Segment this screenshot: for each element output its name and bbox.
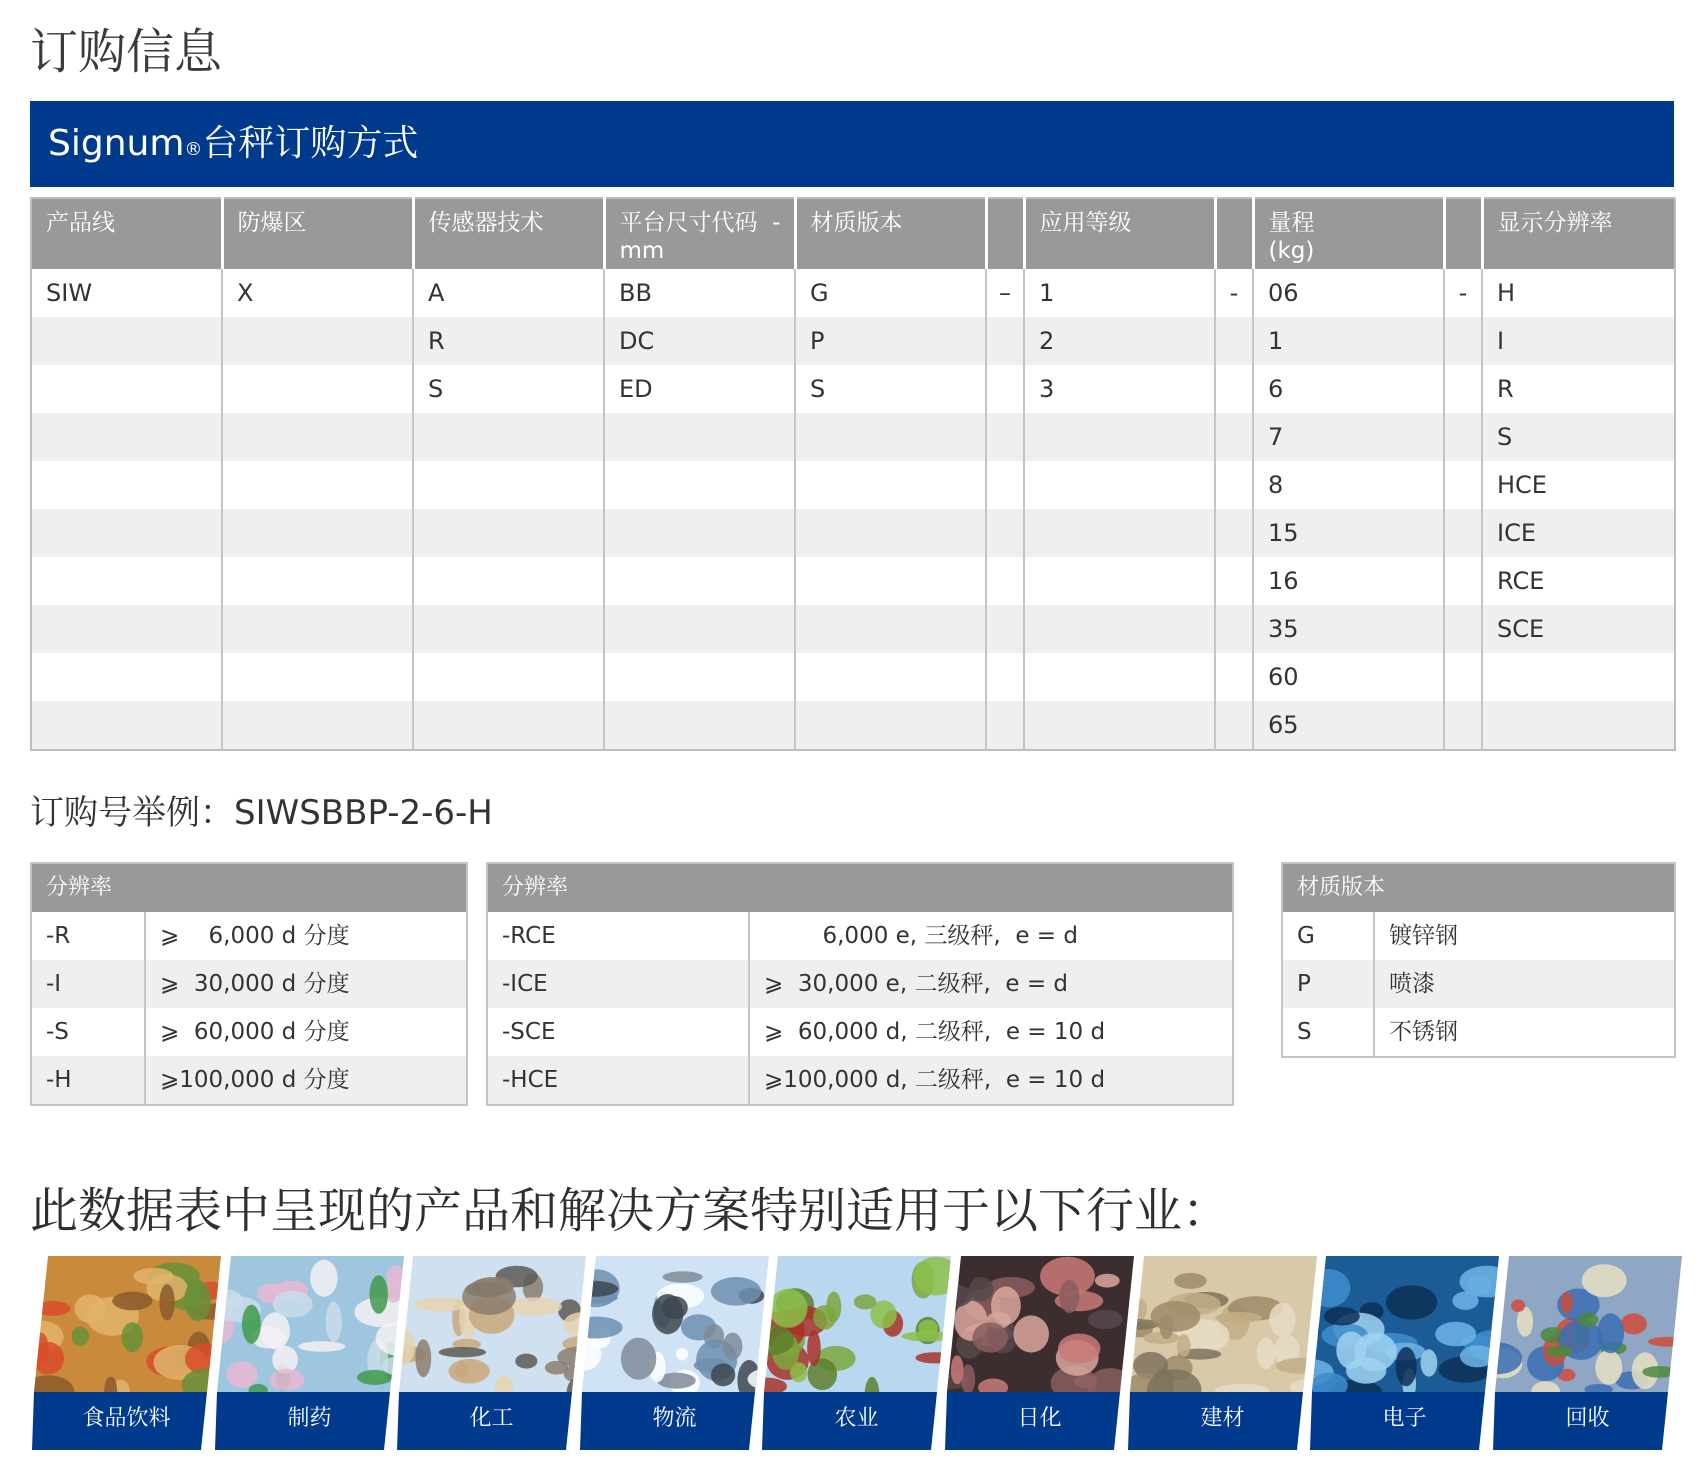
material-table-body [1282, 912, 1675, 1057]
industry-label: 化工 [469, 1406, 514, 1431]
cell-display: RCE [1497, 567, 1545, 595]
table-row [1282, 912, 1675, 960]
code-separator [1444, 701, 1482, 750]
cell-sensor-tech: A [413, 269, 604, 317]
page-title: 订购信息 [30, 24, 223, 80]
code-separator [986, 701, 1024, 750]
cell-explosion-zone [222, 365, 413, 413]
cell-platform-size: ED [604, 365, 795, 413]
code-separator [1215, 701, 1253, 750]
cell-platform-size [604, 461, 795, 509]
cell-platform-size [604, 653, 795, 701]
cell-capacity: 6 [1253, 365, 1444, 413]
cell-platform-size: DC [604, 317, 795, 365]
cell-display: H [1497, 279, 1516, 307]
table-row [31, 461, 1675, 509]
industry-label: 回收 [1565, 1406, 1610, 1431]
table-row [487, 1008, 1233, 1056]
code-separator [986, 317, 1024, 365]
resolution-table [30, 862, 468, 1106]
header-platform-size-unit: mm [619, 238, 665, 264]
cell-product-line [31, 509, 222, 557]
cell-platform-size [604, 413, 795, 461]
row-code: -ICE [487, 960, 749, 1008]
cell-platform-size [604, 605, 795, 653]
cell-material [795, 653, 986, 701]
cell-display: S [1482, 413, 1675, 461]
row-value: 镀锌钢 [1389, 923, 1458, 949]
row-code: -I [31, 960, 145, 1008]
code-separator [1215, 509, 1253, 557]
row-value: 不锈钢 [1389, 1019, 1458, 1045]
code-separator [1215, 317, 1253, 365]
code-separator [1215, 557, 1253, 605]
industry-label: 农业 [834, 1406, 879, 1431]
header-explosion-zone: 防爆区 [222, 198, 413, 269]
header-separator [1215, 198, 1253, 269]
cell-material [795, 605, 986, 653]
table-row [31, 269, 1675, 317]
table-row [31, 960, 467, 1008]
table-row [31, 509, 1675, 557]
ordering-code-table [30, 197, 1676, 751]
row-code: -R [31, 912, 145, 960]
cell-capacity: 16 [1253, 557, 1444, 605]
banner-title-rest: 台秤订购方式 [202, 123, 419, 164]
row-value: ⩾ 6,000 d 分度 [160, 923, 350, 949]
cell-explosion-zone [222, 317, 413, 365]
cell-product-line [31, 461, 222, 509]
row-value: ⩾100,000 d 分度 [145, 1056, 467, 1105]
ordering-banner [30, 101, 1674, 187]
cell-explosion-zone [222, 413, 413, 461]
cell-explosion-zone: X [222, 269, 413, 317]
code-separator [986, 509, 1024, 557]
cell-capacity: 35 [1253, 605, 1444, 653]
ordering-header-row [31, 198, 1675, 269]
row-value: ⩾ 30,000 e, 二级秤, e = d [749, 960, 1233, 1008]
cell-capacity: 06 [1253, 269, 1444, 317]
code-separator [1215, 413, 1253, 461]
cell-explosion-zone [222, 557, 413, 605]
code-separator [1215, 653, 1253, 701]
cell-application [1024, 557, 1215, 605]
cell-product-line: SIW [31, 269, 222, 317]
table-row [31, 912, 467, 960]
cell-capacity: 60 [1253, 653, 1444, 701]
cell-capacity: 65 [1253, 701, 1444, 750]
table-row [1282, 960, 1675, 1008]
industry-tile[interactable] [397, 1256, 586, 1450]
code-separator: – [986, 269, 1024, 317]
cell-explosion-zone [222, 605, 413, 653]
row-code: -H [31, 1056, 145, 1105]
table-row [1282, 1008, 1675, 1057]
table-row [31, 557, 1675, 605]
cell-application: 3 [1024, 365, 1215, 413]
industry-tile[interactable] [945, 1256, 1134, 1450]
cell-display: I [1482, 317, 1675, 365]
code-separator: - [1215, 269, 1253, 317]
registered-mark: ® [184, 139, 203, 160]
banner-brand: Signum [48, 123, 185, 164]
industry-label: 物流 [652, 1406, 697, 1431]
row-code: -SCE [487, 1008, 749, 1056]
cell-explosion-zone [222, 509, 413, 557]
code-separator [1215, 365, 1253, 413]
cell-sensor-tech: S [413, 365, 604, 413]
row-value: ⩾ 60,000 d 分度 [160, 1019, 350, 1045]
cell-sensor-tech [413, 509, 604, 557]
table-row [487, 912, 1233, 960]
header-sensor-tech: 传感器技术 [413, 198, 604, 269]
header-material: 材质版本 [795, 198, 986, 269]
cell-explosion-zone [222, 461, 413, 509]
header-separator [986, 198, 1024, 269]
material-table-header: 材质版本 [1282, 863, 1675, 912]
cell-material: S [795, 365, 986, 413]
industry-tile[interactable] [32, 1256, 221, 1450]
cell-sensor-tech [413, 557, 604, 605]
row-code: P [1282, 960, 1374, 1008]
row-code: G [1282, 912, 1374, 960]
table-row [31, 653, 1675, 701]
table-row [31, 1056, 467, 1105]
code-separator [1444, 557, 1482, 605]
cell-explosion-zone [222, 701, 413, 750]
cell-sensor-tech [413, 413, 604, 461]
cell-platform-size [604, 509, 795, 557]
cell-sensor-tech [413, 701, 604, 750]
table-row [31, 605, 1675, 653]
cell-capacity: 7 [1253, 413, 1444, 461]
cell-material [795, 509, 986, 557]
row-value: 6,000 e, 三级秤, e = d [764, 923, 1078, 949]
code-separator [986, 365, 1024, 413]
cell-product-line [31, 701, 222, 750]
industry-tile[interactable] [215, 1256, 404, 1450]
cell-application [1024, 461, 1215, 509]
industry-tile[interactable] [762, 1256, 951, 1450]
cell-display: R [1497, 375, 1514, 403]
industry-label: 建材 [1200, 1406, 1245, 1431]
cell-application [1024, 509, 1215, 557]
industry-tile[interactable] [580, 1256, 769, 1450]
header-separator [1444, 198, 1482, 269]
industry-label: 电子 [1382, 1406, 1427, 1431]
table-row [31, 365, 1675, 413]
code-separator: - [1444, 269, 1482, 317]
cell-application [1024, 701, 1215, 750]
cell-application [1024, 653, 1215, 701]
code-separator [1444, 653, 1482, 701]
row-code: -S [31, 1008, 145, 1056]
industry-tile[interactable] [1310, 1256, 1499, 1450]
cell-material [795, 557, 986, 605]
cell-capacity: 15 [1253, 509, 1444, 557]
cell-display: ICE [1482, 509, 1675, 557]
code-separator [1444, 413, 1482, 461]
cell-platform-size [604, 701, 795, 750]
row-value: 喷漆 [1374, 960, 1675, 1008]
cell-material: P [795, 317, 986, 365]
header-product-line: 产品线 [31, 198, 222, 269]
banner-title [48, 121, 418, 167]
table-row [31, 701, 1675, 750]
cell-explosion-zone [222, 653, 413, 701]
cell-material [795, 413, 986, 461]
table-row [487, 960, 1233, 1008]
code-separator [986, 413, 1024, 461]
cell-display: SCE [1482, 605, 1675, 653]
cell-product-line [31, 557, 222, 605]
cell-display [1482, 701, 1675, 750]
code-separator [986, 605, 1024, 653]
header-capacity [1253, 198, 1444, 269]
table-row [487, 1056, 1233, 1105]
header-capacity-label: 量程 [1268, 210, 1315, 236]
cell-material [795, 701, 986, 750]
cell-application: 1 [1024, 269, 1215, 317]
code-separator [986, 557, 1024, 605]
cell-sensor-tech [413, 653, 604, 701]
cell-product-line [31, 605, 222, 653]
cell-capacity: 1 [1253, 317, 1444, 365]
row-code: -HCE [487, 1056, 749, 1105]
resolution-ce-table [486, 862, 1234, 1106]
industry-strip [32, 1256, 1674, 1450]
cell-display [1482, 653, 1675, 701]
code-separator [1444, 509, 1482, 557]
resolution-ce-table-header: 分辨率 [487, 863, 1233, 912]
cell-sensor-tech: R [413, 317, 604, 365]
cell-application [1024, 605, 1215, 653]
material-table [1281, 862, 1676, 1058]
industry-tile[interactable] [1128, 1256, 1317, 1450]
code-separator [986, 653, 1024, 701]
table-row [31, 317, 1675, 365]
cell-product-line [31, 653, 222, 701]
cell-application: 2 [1024, 317, 1215, 365]
cell-platform-size [604, 557, 795, 605]
header-platform-size [604, 198, 795, 269]
industry-label: 食品饮料 [82, 1406, 171, 1431]
row-value: ⩾ 60,000 d, 二级秤, e = 10 d [764, 1019, 1106, 1045]
header-display: 显示分辨率 [1482, 198, 1675, 269]
table-row [31, 413, 1675, 461]
cell-sensor-tech [413, 605, 604, 653]
cell-material [795, 461, 986, 509]
code-separator [986, 461, 1024, 509]
header-platform-size-label: 平台尺寸代码 - [619, 210, 781, 236]
cell-capacity: 8 [1253, 461, 1444, 509]
row-value: ⩾100,000 d, 二级秤, e = 10 d [749, 1056, 1233, 1105]
code-separator [1215, 605, 1253, 653]
row-code: -RCE [487, 912, 749, 960]
cell-sensor-tech [413, 461, 604, 509]
cell-product-line [31, 317, 222, 365]
resolution-ce-table-body [487, 912, 1233, 1105]
industry-tile[interactable] [1493, 1256, 1682, 1450]
table-row [31, 1008, 467, 1056]
resolution-table-body [31, 912, 467, 1105]
code-separator [1444, 365, 1482, 413]
cell-application [1024, 413, 1215, 461]
code-separator [1444, 461, 1482, 509]
code-separator [1215, 461, 1253, 509]
industry-label: 制药 [287, 1406, 332, 1431]
resolution-table-header: 分辨率 [31, 863, 467, 912]
order-example: 订购号举例：SIWSBBP-2-6-H [30, 793, 493, 833]
ordering-table-body [31, 269, 1675, 750]
cell-product-line [31, 365, 222, 413]
header-application: 应用等级 [1024, 198, 1215, 269]
code-separator [1444, 317, 1482, 365]
industry-label: 日化 [1017, 1406, 1062, 1431]
header-capacity-unit: (kg) [1268, 238, 1315, 264]
row-value: ⩾ 30,000 d 分度 [145, 960, 467, 1008]
cell-platform-size: BB [604, 269, 795, 317]
cell-material: G [795, 269, 986, 317]
cell-display: HCE [1497, 471, 1547, 499]
industry-heading: 此数据表中呈现的产品和解决方案特别适用于以下行业： [30, 1183, 1231, 1239]
row-code: S [1282, 1008, 1374, 1057]
code-separator [1444, 605, 1482, 653]
cell-product-line [31, 413, 222, 461]
